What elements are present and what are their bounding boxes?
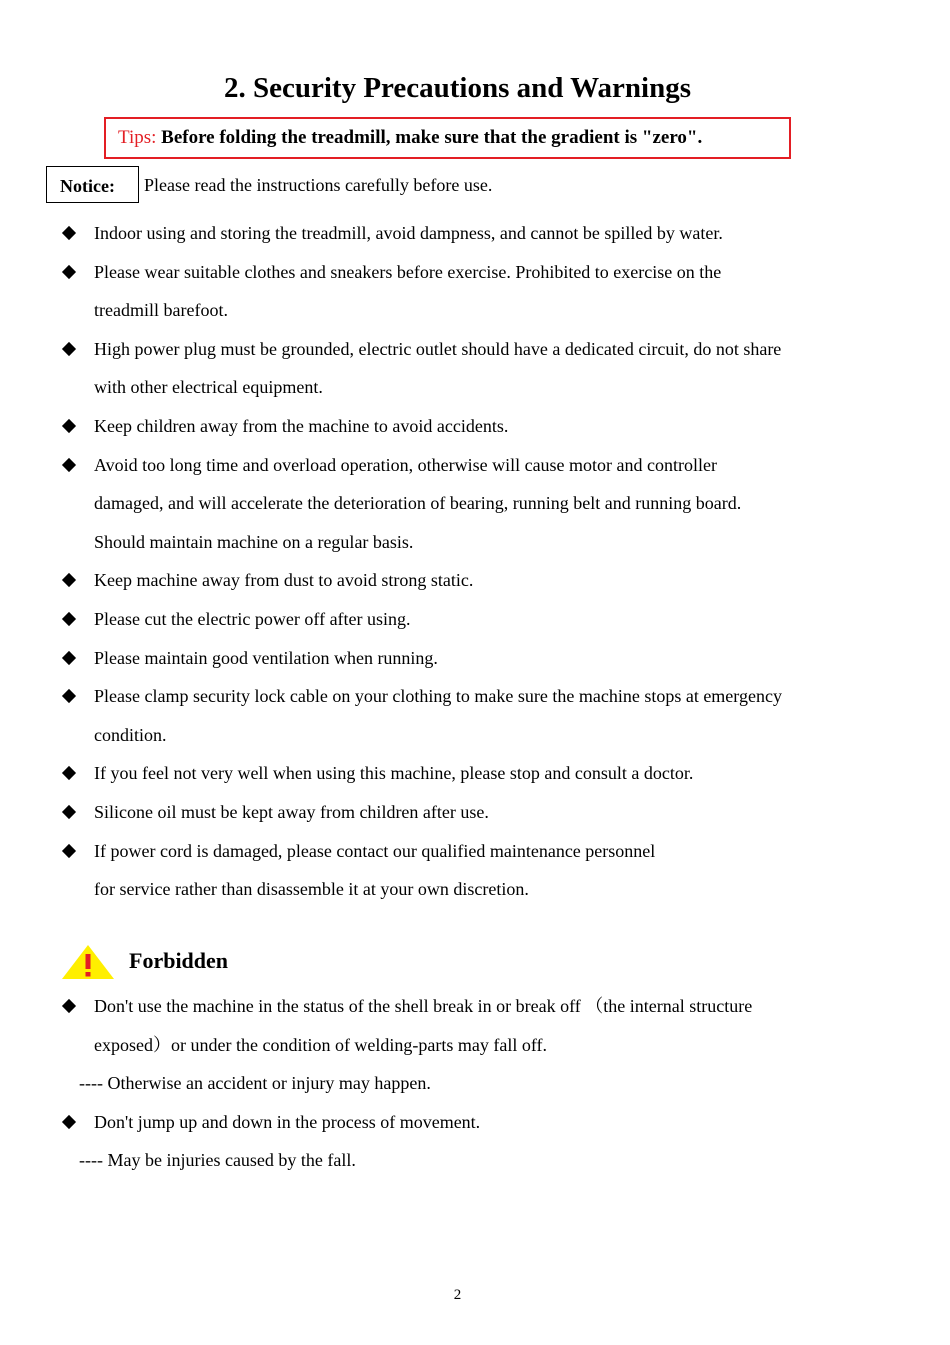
precaution-item-line: Should maintain machine on a regular basis. — [94, 531, 414, 552]
precaution-item-line: Please maintain good ventilation when running. — [94, 647, 438, 668]
notice-text: Please read the instructions carefully before use. — [144, 175, 493, 195]
forbidden-item-line: Don't use the machine in the status of the shell break in or break off （the internal structure — [94, 996, 753, 1016]
precaution-item-line: with other electrical equipment. — [94, 377, 323, 398]
bullet-diamond-icon — [62, 844, 76, 858]
forbidden-item-note: ---- May be injuries caused by the fall. — [79, 1150, 356, 1171]
precaution-item-line: for service rather than disassemble it at your own discretion. — [94, 879, 529, 900]
page-number: 2 — [453, 1287, 462, 1303]
bullet-diamond-icon — [62, 805, 76, 819]
bullet-diamond-icon — [62, 342, 76, 356]
precaution-item-line: treadmill barefoot. — [94, 300, 228, 321]
bullet-diamond-icon — [62, 573, 76, 587]
precaution-item-line: Silicone oil must be kept away from children after use. — [94, 802, 489, 822]
forbidden-heading: Forbidden — [129, 948, 229, 973]
bullet-diamond-icon — [62, 999, 76, 1013]
precaution-item-line: If you feel not very well when using this machine, please stop and consult a doctor. — [94, 763, 694, 784]
warning-triangle-icon — [60, 943, 116, 981]
precaution-item-line: damaged, and will accelerate the deterioration of bearing, running belt and running board. — [94, 493, 742, 514]
precaution-item-line: Keep children away from the machine to avoid accidents. — [94, 416, 509, 436]
bullet-diamond-icon — [62, 265, 76, 279]
precaution-item-line: condition. — [94, 724, 167, 745]
precaution-item-line: Please clamp security lock cable on your clothing to make sure the machine stops at emergency — [94, 686, 782, 707]
precaution-item-line: Indoor using and storing the treadmill, avoid dampness, and cannot be spilled by water. — [94, 223, 723, 243]
bullet-diamond-icon — [62, 1115, 76, 1129]
bullet-diamond-icon — [62, 689, 76, 703]
bullet-diamond-icon — [62, 612, 76, 626]
tips-text: Before folding the treadmill, make sure that the gradient is "zero". — [156, 127, 703, 148]
precaution-item-line: Please cut the electric power off after using. — [94, 609, 411, 629]
forbidden-item-line: Don't jump up and down in the process of movement. — [94, 1111, 481, 1132]
precaution-item-line: Avoid too long time and overload operation, otherwise will cause motor and controller — [94, 454, 718, 475]
tips-note — [118, 127, 702, 149]
tips-label: Tips: — [118, 127, 157, 148]
precaution-item-line: High power plug must be grounded, electric outlet should have a dedicated circuit, do not share — [94, 338, 782, 359]
forbidden-item-note: ---- Otherwise an accident or injury may happen. — [79, 1073, 431, 1094]
precaution-item-line: Please wear suitable clothes and sneakers before exercise. Prohibited to exercise on the — [94, 261, 722, 282]
notice-label: Notice: — [60, 176, 115, 196]
bullet-diamond-icon — [62, 458, 76, 472]
precaution-item-line: Keep machine away from dust to avoid strong static. — [94, 570, 474, 591]
bullet-diamond-icon — [62, 651, 76, 665]
bullet-diamond-icon — [62, 226, 76, 240]
page-title: 2. Security Precautions and Warnings — [223, 72, 691, 104]
forbidden-item-line: exposed）or under the condition of welding-parts may fall off. — [94, 1034, 548, 1055]
bullet-diamond-icon — [62, 766, 76, 780]
precaution-item-line: If power cord is damaged, please contact our qualified maintenance personnel — [94, 840, 656, 861]
bullet-diamond-icon — [62, 419, 76, 433]
